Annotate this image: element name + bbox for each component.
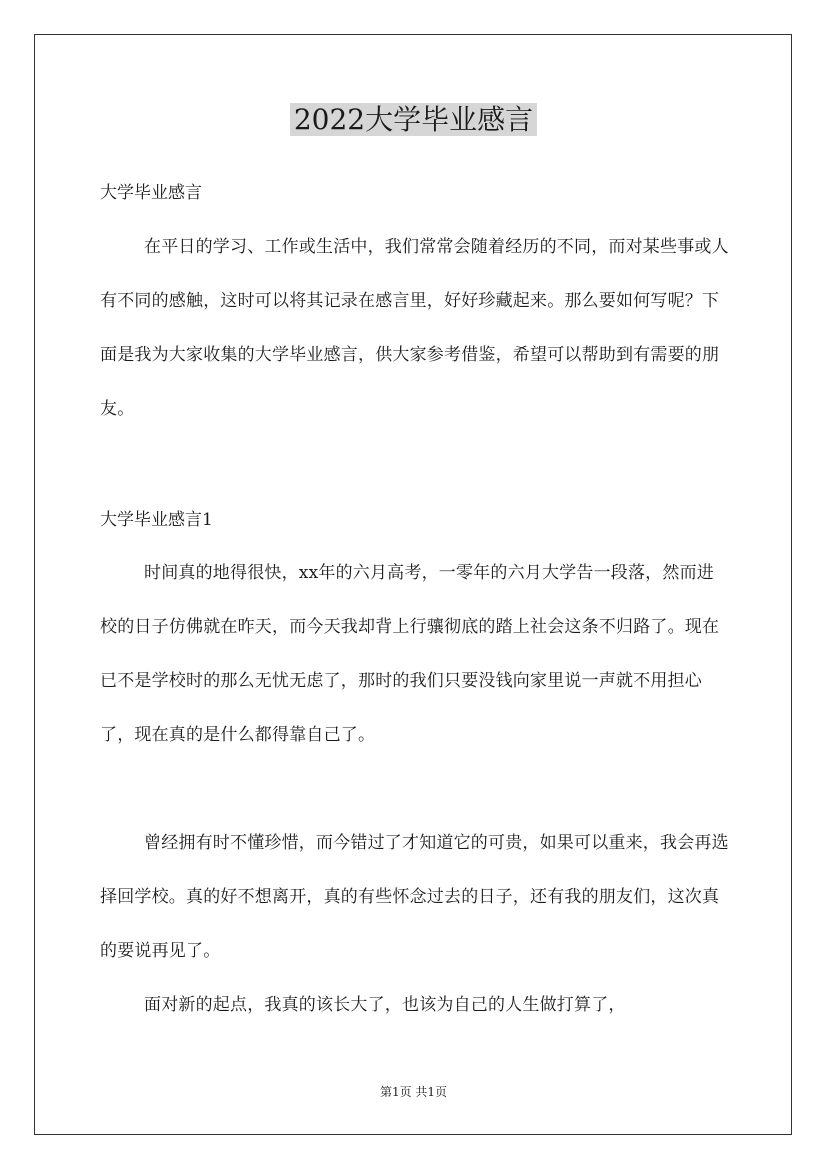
- paragraph-2: 曾经拥有时不懂珍惜，而今错过了才知道它的可贵，如果可以重来，我会再选择回学校。真的好不想离开，真的有些怀念过去的日子，还有我的朋友们，这次真的要说再见了。: [100, 833, 729, 961]
- document-title-text: 2022大学毕业感言: [290, 103, 537, 136]
- section-heading-1: 大学毕业感言1: [100, 510, 213, 530]
- page-footer: 第1页 共1页: [379, 1085, 448, 1099]
- section-heading-intro: 大学毕业感言: [100, 183, 202, 203]
- document-title: [0, 100, 827, 140]
- paragraph-1: 时间真的地得很快，xx年的六月高考，一零年的六月大学告一段落，然而进校的日子仿佛就在昨天，而今天我却背上行骧彻底的踏上社会这条不归路了。现在已不是学校时的那么无忧无虑了，那时的我们只要没钱向家里说一声就不用担心了，现在真的是什么都得靠自己了。: [100, 563, 720, 745]
- paragraph-3: 面对新的起点，我真的该长大了，也该为自己的人生做打算了，: [144, 995, 626, 1015]
- intro-paragraph: 在平日的学习、工作或生活中，我们常常会随着经历的不同，而对某些事或人有不同的感触，这时可以将其记录在感言里，好好珍藏起来。那么要如何写呢？下面是我为大家收集的大学毕业感言，供大家参考借鉴，希望可以帮助到有需要的朋友。: [100, 237, 729, 419]
